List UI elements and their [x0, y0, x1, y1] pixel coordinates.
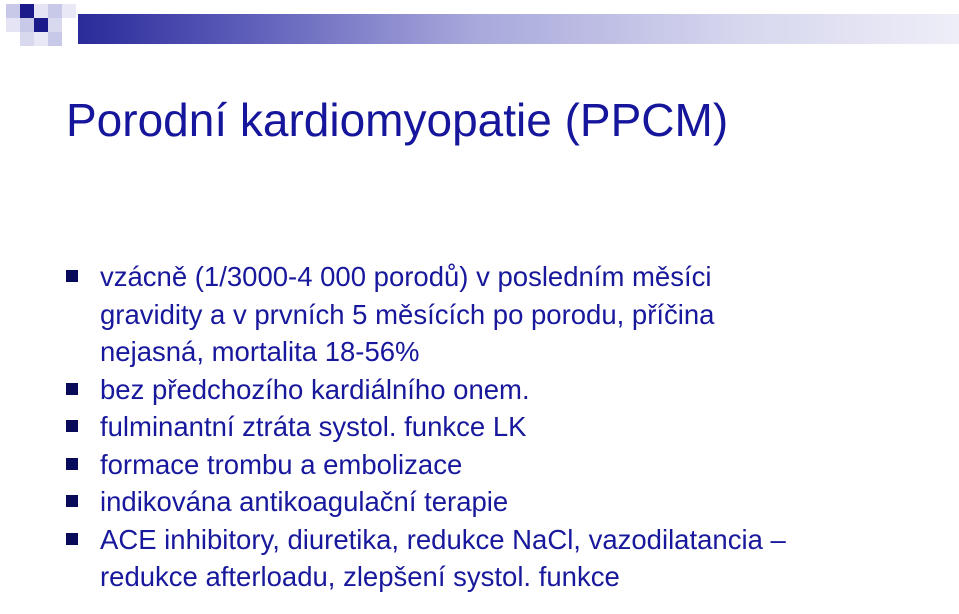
- square-bullet-icon: [66, 495, 78, 507]
- square-bullet-icon: [66, 270, 78, 282]
- decor-square: [20, 4, 34, 18]
- square-bullet-icon: [66, 383, 78, 395]
- square-bullet-icon: [66, 533, 78, 545]
- bullet-text: ACE inhibitory, diuretika, redukce NaCl, vazodilatancia – redukce afterloadu, zlepšení systol. funkce: [100, 523, 786, 592]
- header-bar: [78, 14, 959, 44]
- decor-square: [62, 4, 76, 18]
- bullet-item: [66, 258, 946, 371]
- bullet-text: vzácně (1/3000-4 000 porodů) v posledním měsíci gravidity a v prvních 5 měsících po porodu, příčina nejasná, mortalita 18-56%: [100, 261, 715, 367]
- bullet-text: bez předchozího kardiálního onem.: [100, 373, 530, 405]
- decor-square: [6, 18, 20, 32]
- slide-title: Porodní kardiomyopatie (PPCM): [66, 94, 729, 146]
- square-bullet-icon: [66, 458, 78, 470]
- bullet-item: [66, 408, 946, 446]
- bullet-text: fulminantní ztráta systol. funkce LK: [100, 411, 527, 442]
- bullet-item: [66, 483, 946, 521]
- decor-square: [48, 18, 62, 32]
- bullet-item: [66, 371, 946, 409]
- bullet-text: indikována antikoagulační terapie: [100, 486, 509, 517]
- decor-square: [34, 32, 48, 46]
- bullet-text: formace trombu a embolizace: [100, 448, 463, 480]
- decor-square: [48, 32, 62, 46]
- bullet-item: [66, 521, 946, 596]
- decor-square: [48, 4, 62, 18]
- square-bullet-icon: [66, 420, 78, 432]
- bullet-item: [66, 446, 946, 484]
- decor-square: [6, 4, 20, 18]
- bullet-list: [66, 258, 946, 596]
- decor-square: [34, 4, 48, 18]
- decor-square: [20, 32, 34, 46]
- decor-square: [20, 18, 34, 32]
- decor-square: [34, 18, 48, 32]
